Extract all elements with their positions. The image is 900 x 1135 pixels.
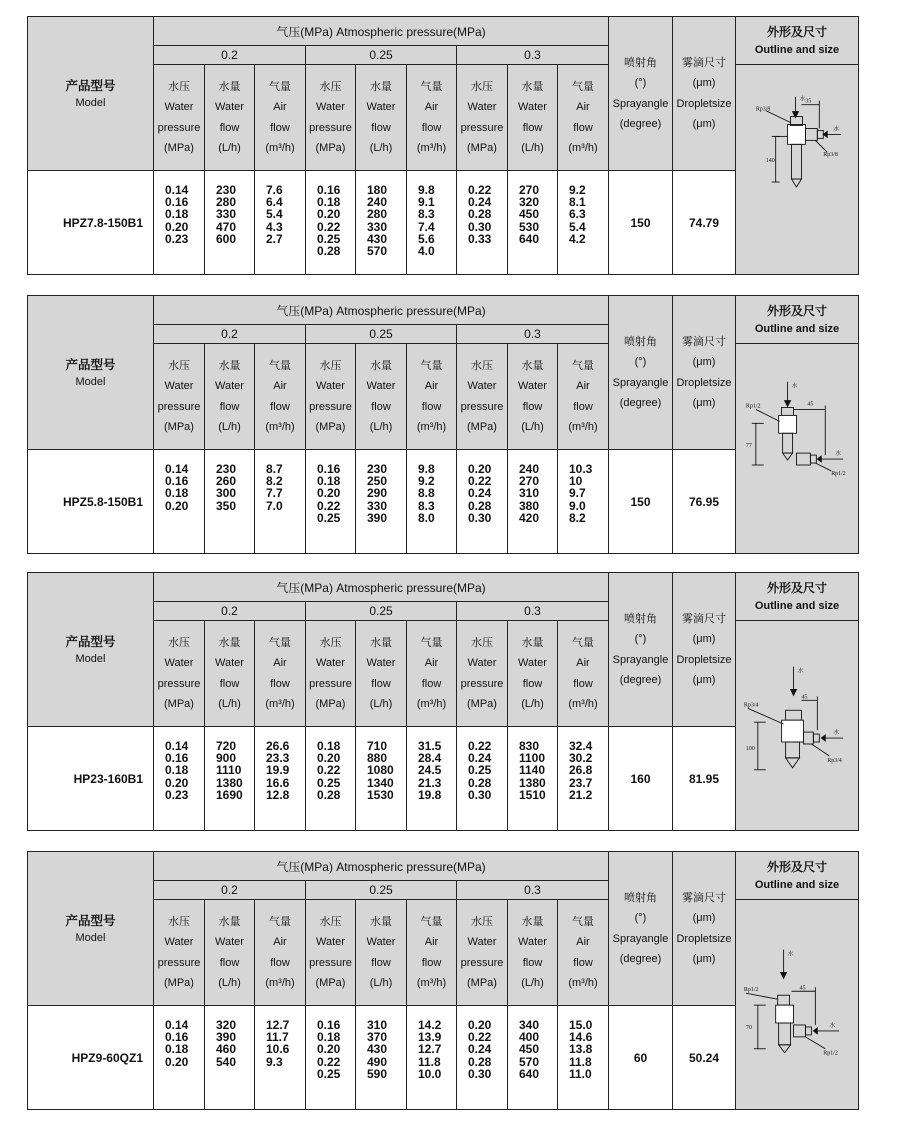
- svg-text:水: 水: [835, 451, 842, 458]
- svg-text:45: 45: [801, 694, 808, 701]
- svg-text:水: 水: [799, 97, 806, 104]
- col-water-flow: 水量 Water flow (L/h): [356, 900, 407, 1006]
- col-water-flow: 水量 Water flow (L/h): [356, 344, 407, 450]
- pressure-title: 气压(MPa) Atmospheric pressure(MPa): [154, 852, 609, 881]
- outline-header: 外形及尺寸 Outline and size: [736, 17, 859, 65]
- spray-angle-value: 160: [609, 727, 673, 831]
- nozzle-drawing-icon: [736, 621, 858, 829]
- outline-header: 外形及尺寸 Outline and size: [736, 852, 859, 900]
- pressure-title: 气压(MPa) Atmospheric pressure(MPa): [154, 296, 609, 325]
- water-flow-values: 830 1100 1140 1380 1510: [508, 727, 558, 831]
- spray-angle-value: 60: [609, 1006, 673, 1110]
- water-pressure-values: 0.14 0.16 0.18 0.20 0.23: [154, 171, 205, 275]
- air-flow-values: 10.3 10 9.7 9.0 8.2: [558, 450, 609, 554]
- spray-angle-header: 喷射角 (°) Sprayangle (degree): [609, 17, 673, 171]
- droplet-size-value: 50.24: [673, 1006, 736, 1110]
- pressure-group-label: 0.2: [154, 325, 306, 344]
- col-air-flow: 气量 Air flow (m³/h): [255, 621, 306, 727]
- svg-text:水: 水: [797, 668, 804, 675]
- col-water-pressure: 水压 Water pressure (MPa): [457, 65, 508, 171]
- air-flow-values: 12.7 11.7 10.6 9.3: [255, 1006, 306, 1110]
- col-water-flow: 水量 Water flow (L/h): [508, 621, 558, 727]
- water-pressure-values: 0.22 0.24 0.25 0.28 0.30: [457, 727, 508, 831]
- pressure-group-label: 0.3: [457, 602, 609, 621]
- svg-text:Rp3/8: Rp3/8: [755, 106, 771, 113]
- model-header: [28, 573, 154, 727]
- model-header: [28, 17, 154, 171]
- model-label-en: Model: [75, 375, 106, 388]
- pressure-group-label: 0.2: [154, 602, 306, 621]
- col-water-pressure: 水压 Water pressure (MPa): [457, 344, 508, 450]
- air-flow-values: 14.2 13.9 12.7 11.8 10.0: [407, 1006, 457, 1110]
- model-label-zh: 产品型号: [65, 913, 116, 928]
- pressure-group-label: 0.3: [457, 325, 609, 344]
- col-water-pressure: 水压 Water pressure (MPa): [306, 65, 356, 171]
- water-pressure-values: 0.16 0.18 0.20 0.22 0.25 0.28: [306, 171, 356, 275]
- svg-text:Rp1/2: Rp1/2: [823, 1051, 838, 1058]
- col-water-flow: 水量 Water flow (L/h): [508, 900, 558, 1006]
- water-flow-values: 180 240 280 330 430 570: [356, 171, 407, 275]
- spray-angle-value: 150: [609, 450, 673, 554]
- model-label-zh: 产品型号: [65, 357, 116, 372]
- svg-text:Rp3/8: Rp3/8: [823, 152, 838, 159]
- air-flow-values: 9.2 8.1 6.3 5.4 4.2: [558, 171, 609, 275]
- col-water-pressure: 水压 Water pressure (MPa): [306, 344, 356, 450]
- air-flow-values: 8.7 8.2 7.7 7.0: [255, 450, 306, 554]
- water-flow-values: 230 280 330 470 600: [205, 171, 255, 275]
- col-water-pressure: 水压 Water pressure (MPa): [154, 621, 205, 727]
- svg-text:Rp1/2: Rp1/2: [831, 471, 846, 478]
- water-pressure-values: 0.14 0.16 0.18 0.20 0.23: [154, 727, 205, 831]
- spec-table-2: [27, 295, 859, 554]
- outline-drawing: [736, 344, 859, 554]
- col-air-flow: 气量 Air flow (m³/h): [407, 344, 457, 450]
- col-water-flow: 水量 Water flow (L/h): [356, 621, 407, 727]
- model-name: HPZ5.8-150B1: [28, 450, 154, 554]
- col-water-flow: 水量 Water flow (L/h): [205, 900, 255, 1006]
- water-flow-values: 270 320 450 530 640: [508, 171, 558, 275]
- water-flow-values: 230 260 300 350: [205, 450, 255, 554]
- water-pressure-values: 0.14 0.16 0.18 0.20: [154, 1006, 205, 1110]
- model-name: HPZ7.8-150B1: [28, 171, 154, 275]
- col-air-flow: 气量 Air flow (m³/h): [558, 344, 609, 450]
- spray-angle-header: 喷射角 (°) Sprayangle (degree): [609, 573, 673, 727]
- droplet-size-value: 81.95: [673, 727, 736, 831]
- svg-text:Rp1/2: Rp1/2: [743, 987, 759, 994]
- water-pressure-values: 0.20 0.22 0.24 0.28 0.30: [457, 1006, 508, 1110]
- air-flow-values: 15.0 14.6 13.8 11.8 11.0: [558, 1006, 609, 1110]
- water-pressure-values: 0.16 0.18 0.20 0.22 0.25: [306, 450, 356, 554]
- water-pressure-values: 0.20 0.22 0.24 0.28 0.30: [457, 450, 508, 554]
- water-flow-values: 310 370 430 490 590: [356, 1006, 407, 1110]
- droplet-header: 雾滴尺寸 (μm) Dropletsize (μm): [673, 296, 736, 450]
- svg-text:77: 77: [745, 443, 752, 450]
- col-water-pressure: 水压 Water pressure (MPa): [457, 621, 508, 727]
- air-flow-values: 7.6 6.4 5.4 4.3 2.7: [255, 171, 306, 275]
- col-air-flow: 气量 Air flow (m³/h): [255, 900, 306, 1006]
- model-name: HPZ9-60QZ1: [28, 1006, 154, 1110]
- model-header: [28, 852, 154, 1006]
- pressure-group-label: 0.25: [306, 46, 457, 65]
- col-air-flow: 气量 Air flow (m³/h): [558, 900, 609, 1006]
- col-water-flow: 水量 Water flow (L/h): [356, 65, 407, 171]
- air-flow-values: 32.4 30.2 26.8 23.7 21.2: [558, 727, 609, 831]
- col-air-flow: 气量 Air flow (m³/h): [255, 65, 306, 171]
- air-flow-values: 9.8 9.1 8.3 7.4 5.6 4.0: [407, 171, 457, 275]
- model-label-en: Model: [75, 96, 106, 109]
- model-label-en: Model: [75, 931, 106, 944]
- svg-text:Rp1/2: Rp1/2: [745, 403, 761, 410]
- spray-angle-value: 150: [609, 171, 673, 275]
- pressure-group-label: 0.3: [457, 881, 609, 900]
- pressure-group-label: 0.3: [457, 46, 609, 65]
- nozzle-drawing-icon: [736, 65, 858, 273]
- droplet-size-value: 74.79: [673, 171, 736, 275]
- svg-text:100: 100: [745, 746, 755, 753]
- water-flow-values: 720 900 1110 1380 1690: [205, 727, 255, 831]
- col-water-flow: 水量 Water flow (L/h): [205, 344, 255, 450]
- water-pressure-values: 0.16 0.18 0.20 0.22 0.25: [306, 1006, 356, 1110]
- water-pressure-values: 0.18 0.20 0.22 0.25 0.28: [306, 727, 356, 831]
- water-flow-values: 240 270 310 380 420: [508, 450, 558, 554]
- pressure-title: 气压(MPa) Atmospheric pressure(MPa): [154, 17, 609, 46]
- droplet-header: 雾滴尺寸 (μm) Dropletsize (μm): [673, 573, 736, 727]
- water-pressure-values: 0.22 0.24 0.28 0.30 0.33: [457, 171, 508, 275]
- col-air-flow: 气量 Air flow (m³/h): [407, 621, 457, 727]
- pressure-group-label: 0.25: [306, 881, 457, 900]
- water-flow-values: 340 400 450 570 640: [508, 1006, 558, 1110]
- svg-text:45: 45: [799, 985, 806, 992]
- col-air-flow: 气量 Air flow (m³/h): [407, 65, 457, 171]
- air-flow-values: 31.5 28.4 24.5 21.3 19.8: [407, 727, 457, 831]
- svg-text:水: 水: [833, 126, 840, 133]
- col-water-pressure: 水压 Water pressure (MPa): [306, 621, 356, 727]
- outline-header: 外形及尺寸 Outline and size: [736, 573, 859, 621]
- water-flow-values: 230 250 290 330 390: [356, 450, 407, 554]
- svg-text:70: 70: [745, 1025, 752, 1032]
- nozzle-drawing-icon: [736, 900, 858, 1108]
- outline-header: 外形及尺寸 Outline and size: [736, 296, 859, 344]
- water-flow-values: 710 880 1080 1340 1530: [356, 727, 407, 831]
- spec-table-3: [27, 572, 859, 831]
- air-flow-values: 9.8 9.2 8.8 8.3 8.0: [407, 450, 457, 554]
- svg-text:水: 水: [833, 730, 840, 737]
- pressure-group-label: 0.25: [306, 602, 457, 621]
- pressure-group-label: 0.25: [306, 325, 457, 344]
- spray-angle-header: 喷射角 (°) Sprayangle (degree): [609, 852, 673, 1006]
- col-water-pressure: 水压 Water pressure (MPa): [154, 65, 205, 171]
- pressure-title: 气压(MPa) Atmospheric pressure(MPa): [154, 573, 609, 602]
- svg-text:水: 水: [829, 1023, 836, 1030]
- svg-text:水: 水: [791, 383, 798, 390]
- spray-angle-header: 喷射角 (°) Sprayangle (degree): [609, 296, 673, 450]
- model-header: [28, 296, 154, 450]
- col-air-flow: 气量 Air flow (m³/h): [407, 900, 457, 1006]
- col-air-flow: 气量 Air flow (m³/h): [558, 65, 609, 171]
- svg-text:35: 35: [805, 99, 812, 106]
- svg-text:水: 水: [787, 951, 794, 958]
- col-water-pressure: 水压 Water pressure (MPa): [457, 900, 508, 1006]
- model-name: HP23-160B1: [28, 727, 154, 831]
- pressure-group-label: 0.2: [154, 46, 306, 65]
- outline-drawing: [736, 900, 859, 1110]
- col-water-flow: 水量 Water flow (L/h): [205, 621, 255, 727]
- col-water-pressure: 水压 Water pressure (MPa): [154, 344, 205, 450]
- spec-table-1: [27, 16, 859, 275]
- model-label-en: Model: [75, 652, 106, 665]
- air-flow-values: 26.6 23.3 19.9 16.6 12.8: [255, 727, 306, 831]
- outline-drawing: [736, 65, 859, 275]
- col-water-pressure: 水压 Water pressure (MPa): [306, 900, 356, 1006]
- nozzle-drawing-icon: [736, 344, 858, 552]
- spec-table-4: [27, 851, 859, 1110]
- col-air-flow: 气量 Air flow (m³/h): [558, 621, 609, 727]
- col-water-pressure: 水压 Water pressure (MPa): [154, 900, 205, 1006]
- droplet-header: 雾滴尺寸 (μm) Dropletsize (μm): [673, 17, 736, 171]
- svg-text:Rp3/4: Rp3/4: [743, 702, 759, 709]
- droplet-header: 雾滴尺寸 (μm) Dropletsize (μm): [673, 852, 736, 1006]
- col-water-flow: 水量 Water flow (L/h): [205, 65, 255, 171]
- droplet-size-value: 76.95: [673, 450, 736, 554]
- svg-text:45: 45: [807, 401, 814, 408]
- water-flow-values: 320 390 460 540: [205, 1006, 255, 1110]
- col-air-flow: 气量 Air flow (m³/h): [255, 344, 306, 450]
- water-pressure-values: 0.14 0.16 0.18 0.20: [154, 450, 205, 554]
- col-water-flow: 水量 Water flow (L/h): [508, 344, 558, 450]
- svg-text:Rp3/4: Rp3/4: [827, 758, 842, 765]
- col-water-flow: 水量 Water flow (L/h): [508, 65, 558, 171]
- svg-text:140: 140: [765, 158, 775, 165]
- outline-drawing: [736, 621, 859, 831]
- pressure-group-label: 0.2: [154, 881, 306, 900]
- model-label-zh: 产品型号: [65, 634, 116, 649]
- model-label-zh: 产品型号: [65, 78, 116, 93]
